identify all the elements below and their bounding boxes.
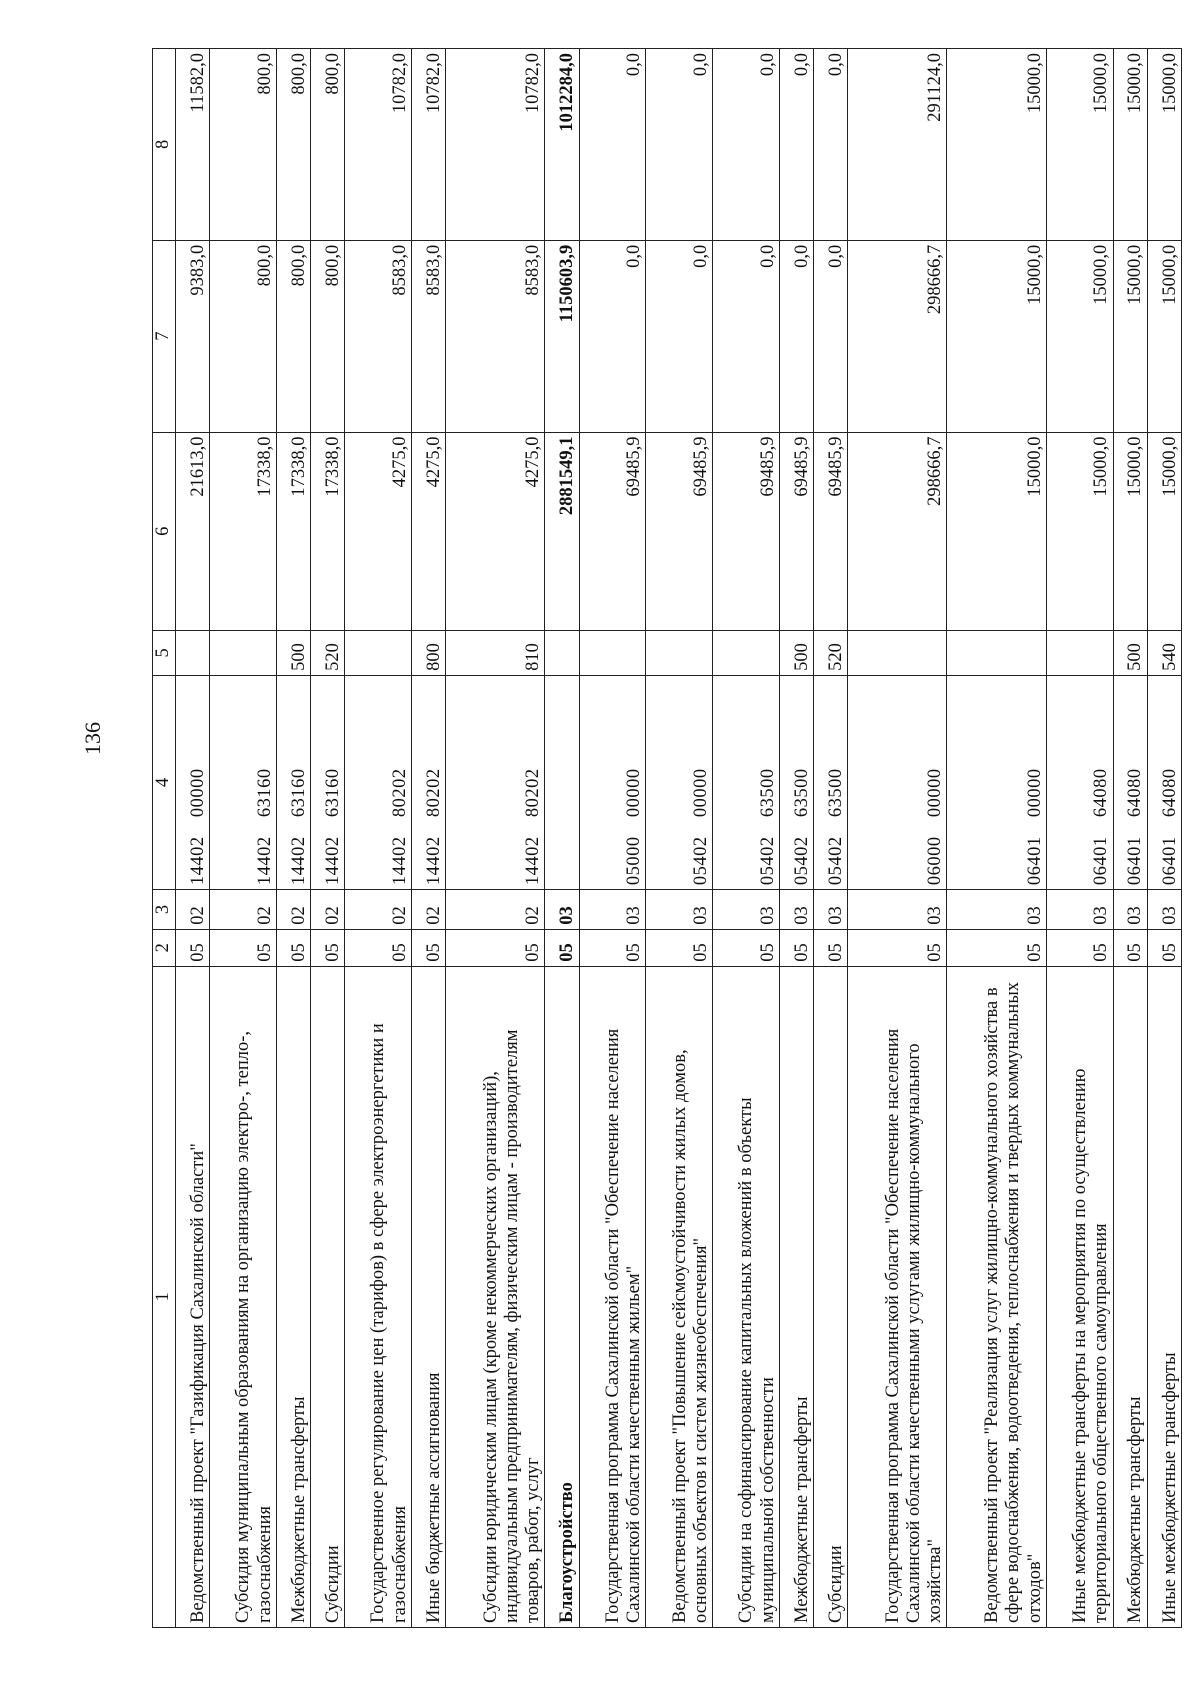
row-amount-col8-cell: 0,0: [713, 49, 780, 241]
table-header-row: [153, 49, 176, 1628]
table-body: [176, 49, 1182, 1628]
row-expense-type-cell: 520: [813, 630, 847, 675]
row-target-article-cell: [311, 675, 345, 889]
row-amount-col8-cell: 11582,0: [176, 49, 210, 241]
row-amount-col7-cell: 0,0: [713, 240, 780, 432]
table-row: [947, 49, 1046, 1628]
row-section-cell: 05: [1147, 929, 1181, 966]
target-article-program-code: 05402: [757, 836, 778, 886]
row-amount-col6-cell: 2881549,1: [545, 432, 579, 630]
row-amount-col7-cell: 298666,7: [848, 240, 947, 432]
row-amount-col6-cell: 69485,9: [646, 432, 713, 630]
target-article-program-code: 06401: [1125, 836, 1146, 886]
row-amount-col6-cell: 298666,7: [848, 432, 947, 630]
row-subsection-cell: 03: [1147, 890, 1181, 930]
row-name-cell: Государственная программа Сахалинской области "Обеспечение населения Сахалинской области качественным жильем": [579, 966, 646, 1627]
row-name-cell: Межбюджетные трансферты: [779, 966, 813, 1627]
row-section-cell: 05: [210, 929, 277, 966]
row-amount-col7-cell: 15000,0: [1046, 240, 1113, 432]
row-name-cell: Субсидии на софинансирование капитальных вложений в объекты муниципальной собственности: [713, 966, 780, 1627]
target-article-program-code: 05402: [825, 836, 846, 886]
row-amount-col6-cell: 15000,0: [947, 432, 1046, 630]
row-expense-type-cell: [1046, 630, 1113, 675]
row-target-article-cell: [1046, 675, 1113, 889]
row-name-cell: Субсидии: [311, 966, 345, 1627]
table-row: [713, 49, 780, 1628]
target-article-program-code: 14402: [322, 836, 343, 886]
row-subsection-cell: 03: [1113, 890, 1147, 930]
row-subsection-cell: 02: [446, 890, 545, 930]
row-amount-col8-cell: 0,0: [646, 49, 713, 241]
row-target-article-cell: [545, 675, 579, 889]
row-expense-type-cell: [345, 630, 412, 675]
row-amount-col7-cell: 1150603,9: [545, 240, 579, 432]
row-expense-type-cell: [176, 630, 210, 675]
row-amount-col6-cell: 4275,0: [411, 432, 445, 630]
row-name-cell: Иные бюджетные ассигнования: [411, 966, 445, 1627]
row-subsection-cell: 03: [848, 890, 947, 930]
row-section-cell: 05: [411, 929, 445, 966]
row-subsection-cell: 03: [545, 890, 579, 930]
row-amount-col6-cell: 4275,0: [446, 432, 545, 630]
row-target-article-cell: [848, 675, 947, 889]
row-expense-type-cell: [545, 630, 579, 675]
budget-table-sheet: [152, 48, 1182, 1628]
table-row: [176, 49, 210, 1628]
row-subsection-cell: 03: [779, 890, 813, 930]
row-amount-col7-cell: 0,0: [646, 240, 713, 432]
row-amount-col7-cell: 8583,0: [446, 240, 545, 432]
row-amount-col6-cell: 4275,0: [345, 432, 412, 630]
target-article-program-code: 06401: [1024, 836, 1045, 886]
table-row: [646, 49, 713, 1628]
row-section-cell: 05: [345, 929, 412, 966]
target-article-program-code: 06401: [1091, 836, 1112, 886]
row-amount-col8-cell: 15000,0: [1046, 49, 1113, 241]
budget-table: [152, 48, 1182, 1628]
row-amount-col8-cell: 0,0: [813, 49, 847, 241]
row-target-article-cell: [947, 675, 1046, 889]
row-subsection-cell: 03: [813, 890, 847, 930]
row-name-cell: Иные межбюджетные трансферты на мероприятия по осуществлению территориального общественного самоуправления: [1046, 966, 1113, 1627]
row-subsection-cell: 03: [646, 890, 713, 930]
target-article-program-code: 14402: [523, 836, 544, 886]
row-target-article-cell: [579, 675, 646, 889]
table-row: [779, 49, 813, 1628]
target-article-direction-code: 64080: [1125, 768, 1146, 818]
target-article-direction-code: 00000: [1024, 768, 1045, 818]
target-article-program-code: 14402: [423, 836, 444, 886]
row-amount-col7-cell: 9383,0: [176, 240, 210, 432]
row-amount-col7-cell: 8583,0: [411, 240, 445, 432]
header-col-4: 4: [153, 675, 176, 889]
row-section-cell: 05: [446, 929, 545, 966]
row-target-article-cell: [345, 675, 412, 889]
header-col-7: 7: [153, 240, 176, 432]
row-amount-col7-cell: 15000,0: [1147, 240, 1181, 432]
row-section-cell: 05: [779, 929, 813, 966]
row-amount-col6-cell: 15000,0: [1113, 432, 1147, 630]
row-section-cell: 05: [176, 929, 210, 966]
row-name-cell: Ведомственный проект "Реализация услуг жилищно-коммунального хозяйства в сфере водоснабжения, водоотведения, теплоснабжения и твердых коммунальных отходов": [947, 966, 1046, 1627]
row-name-cell: Субсидия муниципальным образованиям на организацию электро-, тепло-, газоснабжения: [210, 966, 277, 1627]
target-article-program-code: 14402: [254, 836, 275, 886]
row-section-cell: 05: [1046, 929, 1113, 966]
row-amount-col6-cell: 15000,0: [1147, 432, 1181, 630]
page-number: 136: [80, 722, 105, 755]
target-article-program-code: 14402: [288, 836, 309, 886]
row-subsection-cell: 03: [1046, 890, 1113, 930]
row-target-article-cell: [1147, 675, 1181, 889]
row-name-cell: Субсидии юридическим лицам (кроме некоммерческих организаций), индивидуальным предпринимателям, физическим лицам - производителям товаров, работ, услуг: [446, 966, 545, 1627]
row-target-article-cell: [1113, 675, 1147, 889]
row-amount-col6-cell: 15000,0: [1046, 432, 1113, 630]
header-col-5: 5: [153, 630, 176, 675]
row-expense-type-cell: [848, 630, 947, 675]
row-expense-type-cell: 500: [276, 630, 310, 675]
row-name-cell: Благоустройство: [545, 966, 579, 1627]
row-target-article-cell: [411, 675, 445, 889]
row-subsection-cell: 02: [311, 890, 345, 930]
row-name-cell: Иные межбюджетные трансферты: [1147, 966, 1181, 1627]
row-amount-col7-cell: 8583,0: [345, 240, 412, 432]
table-row: [411, 49, 445, 1628]
row-section-cell: 05: [276, 929, 310, 966]
row-section-cell: 05: [848, 929, 947, 966]
row-subsection-cell: 02: [411, 890, 445, 930]
row-amount-col8-cell: 800,0: [210, 49, 277, 241]
target-article-direction-code: 63500: [757, 768, 778, 818]
row-name-cell: Субсидии: [813, 966, 847, 1627]
header-col-1: 1: [153, 966, 176, 1627]
target-article-program-code: 05402: [690, 836, 711, 886]
row-expense-type-cell: 520: [311, 630, 345, 675]
row-expense-type-cell: 500: [779, 630, 813, 675]
row-amount-col8-cell: 10782,0: [345, 49, 412, 241]
row-amount-col8-cell: 15000,0: [1147, 49, 1181, 241]
row-subsection-cell: 02: [345, 890, 412, 930]
target-article-direction-code: 00000: [187, 768, 208, 818]
target-article-direction-code: 64080: [1159, 768, 1180, 818]
row-expense-type-cell: [713, 630, 780, 675]
table-row: [1113, 49, 1147, 1628]
row-section-cell: 05: [579, 929, 646, 966]
target-article-program-code: 05402: [791, 836, 812, 886]
row-name-cell: Ведомственный проект "Повышение сейсмоустойчивости жилых домов, основных объектов и систем жизнеобеспечения": [646, 966, 713, 1627]
row-amount-col7-cell: 0,0: [813, 240, 847, 432]
target-article-direction-code: 00000: [925, 768, 946, 818]
row-amount-col6-cell: 17338,0: [276, 432, 310, 630]
row-name-cell: Государственная программа Сахалинской области "Обеспечение населения Сахалинской области качественными услугами жилищно-коммунального хозяйства": [848, 966, 947, 1627]
row-target-article-cell: [713, 675, 780, 889]
row-section-cell: 05: [713, 929, 780, 966]
row-subsection-cell: 02: [176, 890, 210, 930]
row-expense-type-cell: [646, 630, 713, 675]
row-amount-col6-cell: 17338,0: [311, 432, 345, 630]
row-amount-col6-cell: 21613,0: [176, 432, 210, 630]
header-col-3: 3: [153, 890, 176, 930]
target-article-direction-code: 64080: [1091, 768, 1112, 818]
row-amount-col8-cell: 1012284,0: [545, 49, 579, 241]
target-article-direction-code: 63500: [791, 768, 812, 818]
row-name-cell: Государственное регулирование цен (тарифов) в сфере электроэнергетики и газоснабжения: [345, 966, 412, 1627]
row-target-article-cell: [176, 675, 210, 889]
row-subsection-cell: 03: [579, 890, 646, 930]
table-row: [311, 49, 345, 1628]
target-article-direction-code: 63160: [288, 768, 309, 818]
row-amount-col6-cell: 69485,9: [579, 432, 646, 630]
row-name-cell: Ведомственный проект "Газификация Сахалинской области": [176, 966, 210, 1627]
target-article-direction-code: 63500: [825, 768, 846, 818]
row-amount-col6-cell: 69485,9: [813, 432, 847, 630]
row-target-article-cell: [276, 675, 310, 889]
table-row: [345, 49, 412, 1628]
row-name-cell: Межбюджетные трансферты: [1113, 966, 1147, 1627]
row-amount-col7-cell: 800,0: [311, 240, 345, 432]
table-row: [210, 49, 277, 1628]
row-expense-type-cell: 540: [1147, 630, 1181, 675]
row-amount-col8-cell: 800,0: [311, 49, 345, 241]
row-expense-type-cell: 500: [1113, 630, 1147, 675]
target-article-program-code: 06000: [925, 836, 946, 886]
table-row: [579, 49, 646, 1628]
table-row: [276, 49, 310, 1628]
row-expense-type-cell: [579, 630, 646, 675]
row-amount-col7-cell: 800,0: [276, 240, 310, 432]
row-amount-col8-cell: 0,0: [579, 49, 646, 241]
table-row: [1046, 49, 1113, 1628]
row-section-cell: 05: [947, 929, 1046, 966]
target-article-program-code: 14402: [187, 836, 208, 886]
row-amount-col8-cell: 10782,0: [446, 49, 545, 241]
row-subsection-cell: 02: [276, 890, 310, 930]
row-amount-col8-cell: 291124,0: [848, 49, 947, 241]
target-article-direction-code: 63160: [322, 768, 343, 818]
row-target-article-cell: [446, 675, 545, 889]
row-expense-type-cell: 800: [411, 630, 445, 675]
row-section-cell: 05: [545, 929, 579, 966]
row-amount-col7-cell: 0,0: [579, 240, 646, 432]
target-article-program-code: 06401: [1159, 836, 1180, 886]
row-target-article-cell: [813, 675, 847, 889]
row-subsection-cell: 02: [210, 890, 277, 930]
header-col-2: 2: [153, 929, 176, 966]
row-section-cell: 05: [813, 929, 847, 966]
row-amount-col6-cell: 17338,0: [210, 432, 277, 630]
table-row: [1147, 49, 1181, 1628]
target-article-direction-code: 00000: [690, 768, 711, 818]
row-target-article-cell: [210, 675, 277, 889]
row-amount-col8-cell: 10782,0: [411, 49, 445, 241]
row-amount-col8-cell: 15000,0: [947, 49, 1046, 241]
header-col-8: 8: [153, 49, 176, 241]
row-amount-col7-cell: 15000,0: [1113, 240, 1147, 432]
row-target-article-cell: [779, 675, 813, 889]
row-amount-col8-cell: 0,0: [779, 49, 813, 241]
table-row: [848, 49, 947, 1628]
row-subsection-cell: 03: [947, 890, 1046, 930]
table-row: [446, 49, 545, 1628]
row-amount-col6-cell: 69485,9: [713, 432, 780, 630]
row-section-cell: 05: [311, 929, 345, 966]
target-article-direction-code: 00000: [624, 768, 645, 818]
row-target-article-cell: [646, 675, 713, 889]
target-article-direction-code: 80202: [389, 768, 410, 818]
table-row: [545, 49, 579, 1628]
row-expense-type-cell: [210, 630, 277, 675]
target-article-program-code: 14402: [389, 836, 410, 886]
row-amount-col7-cell: 800,0: [210, 240, 277, 432]
row-expense-type-cell: [947, 630, 1046, 675]
row-amount-col8-cell: 15000,0: [1113, 49, 1147, 241]
header-col-6: 6: [153, 432, 176, 630]
row-amount-col8-cell: 800,0: [276, 49, 310, 241]
row-expense-type-cell: 810: [446, 630, 545, 675]
row-amount-col7-cell: 15000,0: [947, 240, 1046, 432]
target-article-program-code: 05000: [624, 836, 645, 886]
row-section-cell: 05: [1113, 929, 1147, 966]
row-amount-col7-cell: 0,0: [779, 240, 813, 432]
row-name-cell: Межбюджетные трансферты: [276, 966, 310, 1627]
row-subsection-cell: 03: [713, 890, 780, 930]
table-row: [813, 49, 847, 1628]
target-article-direction-code: 80202: [523, 768, 544, 818]
row-section-cell: 05: [646, 929, 713, 966]
row-amount-col6-cell: 69485,9: [779, 432, 813, 630]
target-article-direction-code: 80202: [423, 768, 444, 818]
target-article-direction-code: 63160: [254, 768, 275, 818]
